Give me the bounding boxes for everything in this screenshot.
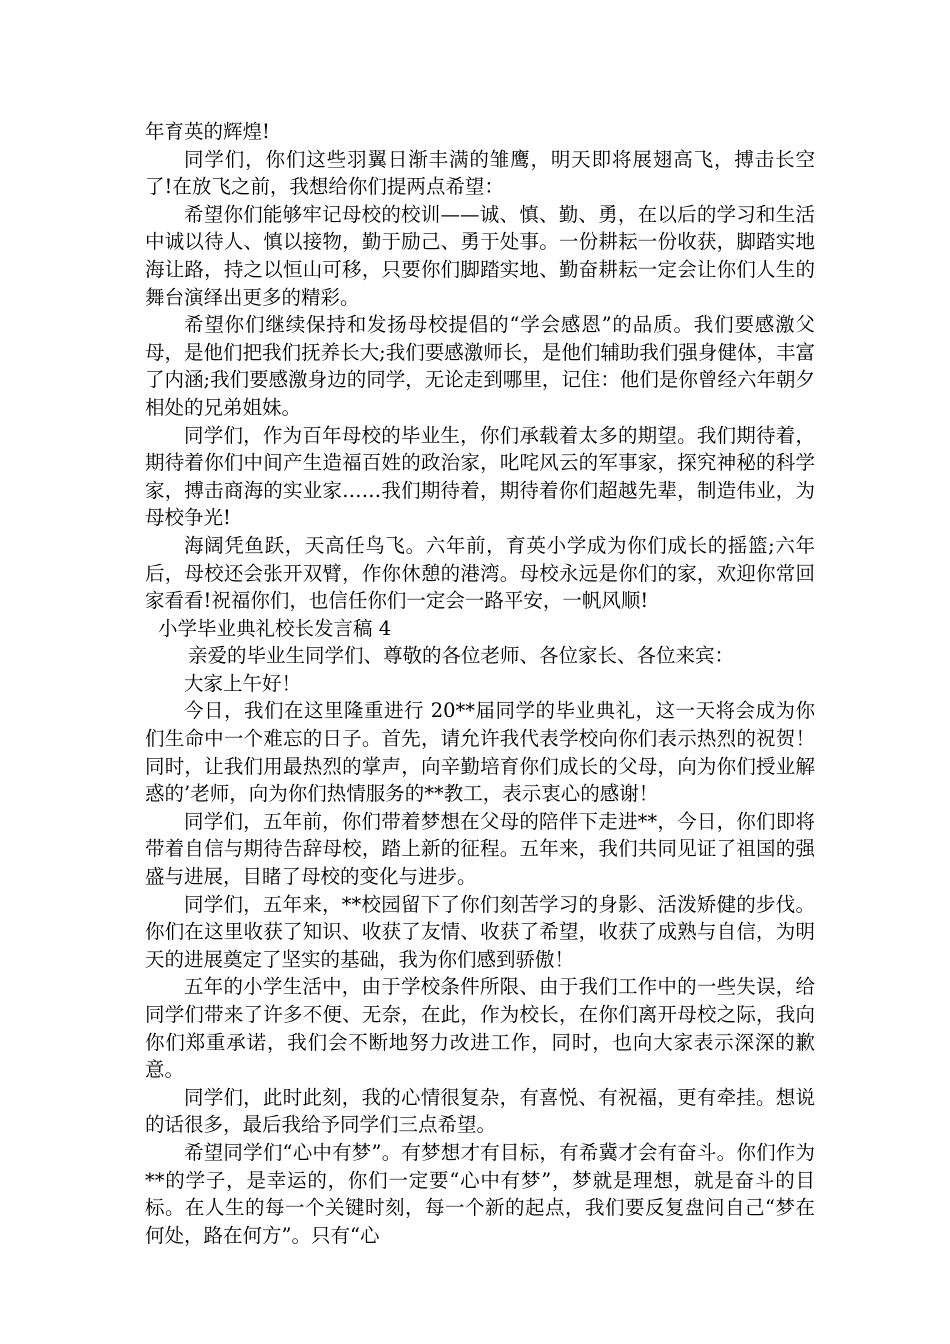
paragraph: 同学们，五年前，你们带着梦想在父母的陪伴下走进**，今日，你们即将带着自信与期待告辞母校，踏上新的征程。五年来，我们共同见证了祖国的强盛与进展，目睹了母校的变化与进步。 bbox=[145, 809, 815, 889]
section-heading: 小学毕业典礼校长发言稿 4 bbox=[158, 616, 392, 640]
paragraph: 同学们，五年来，**校园留下了你们刻苦学习的身影、活泼矫健的步伐。你们在这里收获了知识、收获了友情、收获了希望，收获了成熟与自信，为明天的进展奠定了坚实的基础，我为你们感到骄傲！ bbox=[145, 892, 815, 971]
greeting-line: 大家上午好！ bbox=[184, 671, 302, 695]
paragraph: 今日，我们在这里隆重进行 20**届同学的毕业典礼，这一天将会成为你们生命中一个难忘的日子。首先，请允许我代表学校向你们表示热烈的祝贺！同时，让我们用最热烈的掌声，向辛勤培育你们成长的父母，向为你们授业解惑的’老师，向为你们热情服务的**教工，表示衷心的感谢！ bbox=[145, 699, 815, 806]
paragraph: 海阔凭鱼跃，天高任鸟飞。六年前，育英小学成为你们成长的摇篮;六年后，母校还会张开双臂，作你休憩的港湾。母校永远是你们的家，欢迎你常回家看看!祝福你们，也信任你们一定会一路平安，一帆风顺! bbox=[145, 533, 815, 613]
document-page bbox=[145, 118, 815, 1249]
paragraph: 同学们，此时此刻，我的心情很复杂，有喜悦、有祝福，更有牵挂。想说的话很多，最后我给予同学们三点希望。 bbox=[145, 1085, 815, 1137]
paragraph: 五年的小学生活中，由于学校条件所限、由于我们工作中的一些失误，给同学们带来了许多不便、无奈，在此，作为校长，在你们离开母校之际，我向你们郑重承诺，我们会不断地努力改进工作，同时，也向大家表示深深的歉意。 bbox=[145, 975, 815, 1082]
paragraph: 同学们，你们这些羽翼日渐丰满的雏鹰，明天即将展翅高飞，搏击长空了!在放飞之前，我想给你们提两点希望： bbox=[145, 147, 815, 199]
paragraph: 希望你们继续保持和发扬母校提倡的“学会感恩”的品质。我们要感激父母，是他们把我们抚养长大;我们要感激师长，是他们辅助我们强身健体，丰富了内涵;我们要感激身边的同学，无论走到哪里，记住：他们是你曾经六年朝夕相处的兄弟姐妹。 bbox=[145, 313, 815, 419]
paragraph: 希望你们能够牢记母校的校训——诚、慎、勤、勇，在以后的学习和生活中诚以待人、慎以接物，勤于励己、勇于处事。一份耕耘一份收获，脚踏实地海让路，持之以恒山可移，只要你们脚踏实地、勤奋耕耘一定会让你们人生的舞台演绎出更多的精彩。 bbox=[145, 202, 815, 309]
salutation: 亲爱的毕业生同学们、尊敬的各位老师、各位家长、各位来宾： bbox=[188, 644, 735, 668]
paragraph: 希望同学们“心中有梦”。有梦想才有目标，有希冀才会有奋斗。你们作为**的学子，是幸运的，你们一定要“心中有梦”，梦就是理想，就是奋斗的目标。在人生的每一个关键时刻，每一个新的起点，我们要反复盘问自己“梦在何处，路在何方”。只有“心 bbox=[145, 1140, 815, 1247]
paragraph: 年育英的辉煌! bbox=[145, 120, 270, 143]
paragraph: 同学们，作为百年母校的毕业生，你们承载着太多的期望。我们期待着，期待着你们中间产生造福百姓的政治家，叱咤风云的军事家，探究神秘的科学家，搏击商海的实业家……我们期待着，期待着你们超越先辈，制造伟业，为母校争光! bbox=[145, 423, 815, 530]
